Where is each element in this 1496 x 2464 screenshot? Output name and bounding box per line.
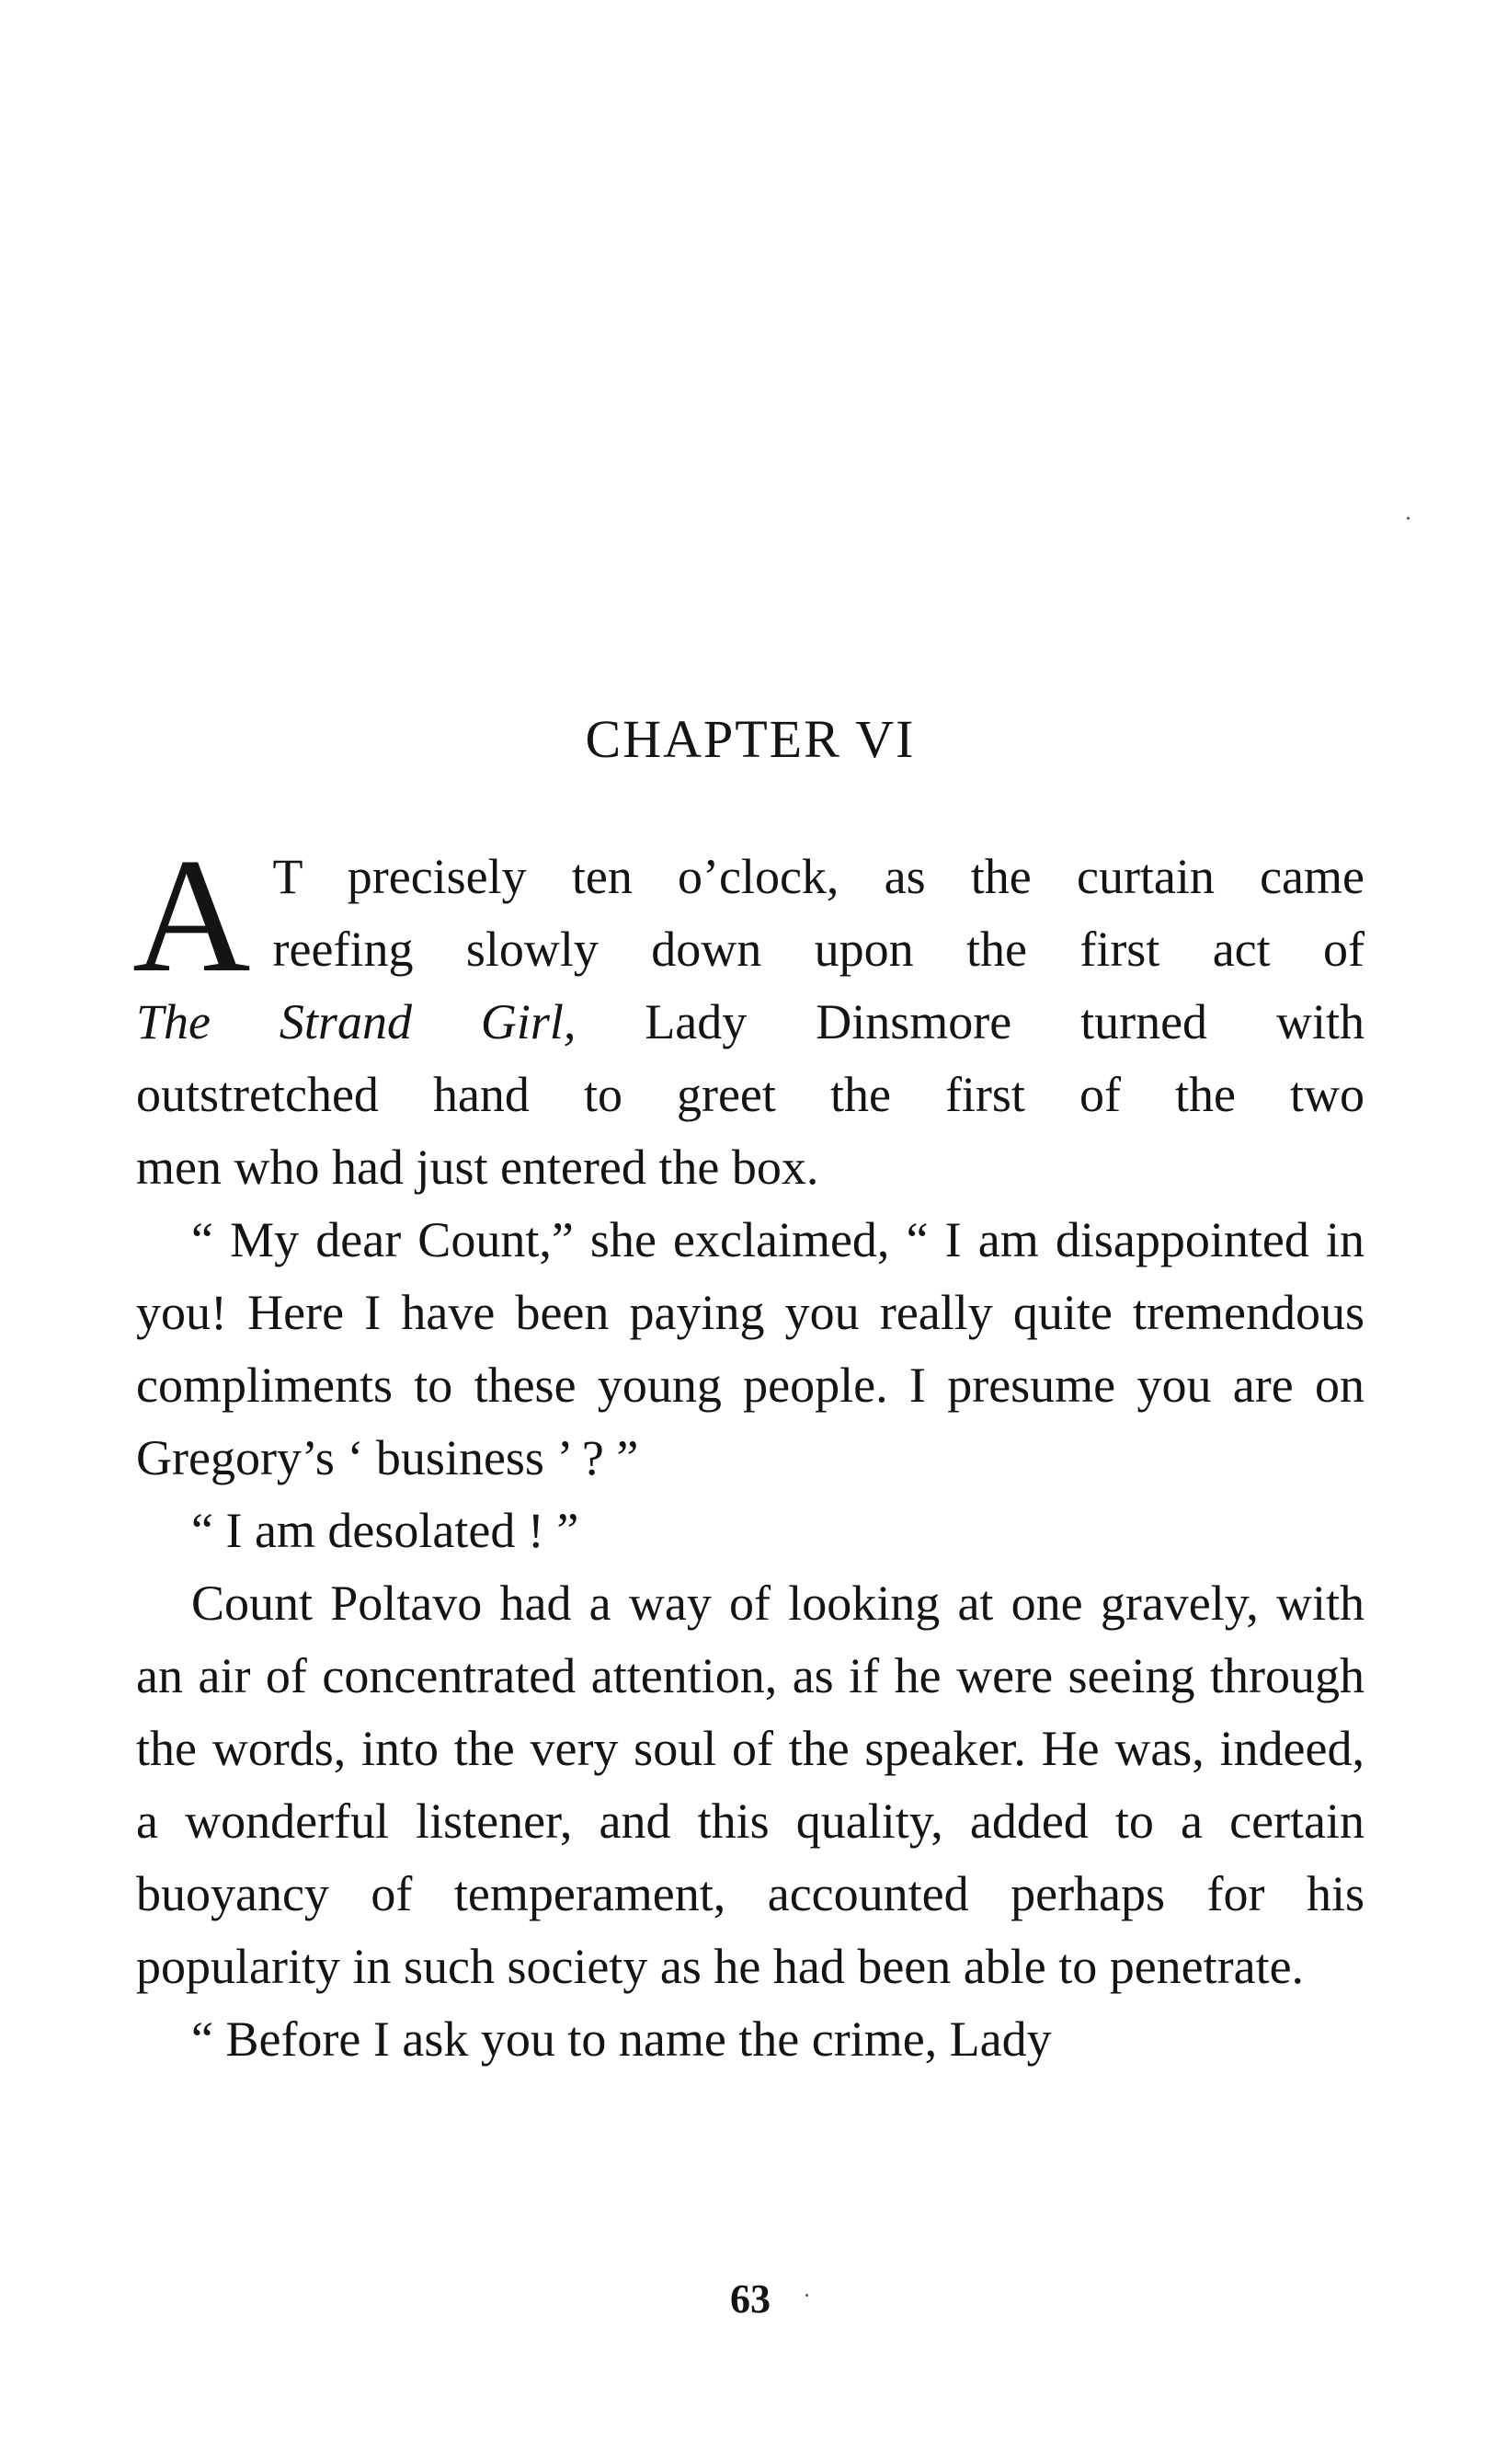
- page-number: 63: [730, 2276, 771, 2321]
- paragraph: Count Poltavo had a way of looking at one gravely, with an air of concentrated attention, as if he were seeing through the words, into the very soul of the speaker. He was, indeed, a wonderful listener, and this quality, added to a certain buoyancy of temperament, accounted perhaps for his popularity in such society as he had been able to penetrate.: [136, 1576, 1365, 1994]
- book-title: The Strand Girl,: [136, 994, 577, 1049]
- print-speck: [1407, 517, 1410, 520]
- text-line: outstretched hand to greet the first of the two: [136, 1067, 1365, 1122]
- book-page: [132, 0, 1365, 2464]
- opening-paragraph: [132, 824, 1365, 1204]
- text-line-rest: Lady Dinsmore turned with: [576, 994, 1365, 1049]
- drop-cap: A: [132, 824, 251, 1006]
- text-line: reefing slowly down upon the first act of: [272, 922, 1365, 977]
- body-text: [132, 824, 1365, 2076]
- text-line: [136, 986, 1365, 1059]
- text-line: men who had just entered the box.: [136, 1140, 819, 1195]
- chapter-heading: CHAPTER VI: [585, 709, 916, 769]
- paragraph: “ My dear Count,” she exclaimed, “ I am disappointed in you! Here I have been paying you really quite tremendous compliments to these young people. I presume you are on Gregory’s ‘ business ’ ? ”: [136, 1212, 1365, 1485]
- paragraph: “ Before I ask you to name the crime, Lady: [191, 2011, 1052, 2067]
- text-line: T precisely ten o’clock, as the curtain came: [272, 849, 1365, 904]
- print-speck: [805, 2294, 808, 2297]
- paragraph: “ I am desolated ! ”: [191, 1503, 579, 1558]
